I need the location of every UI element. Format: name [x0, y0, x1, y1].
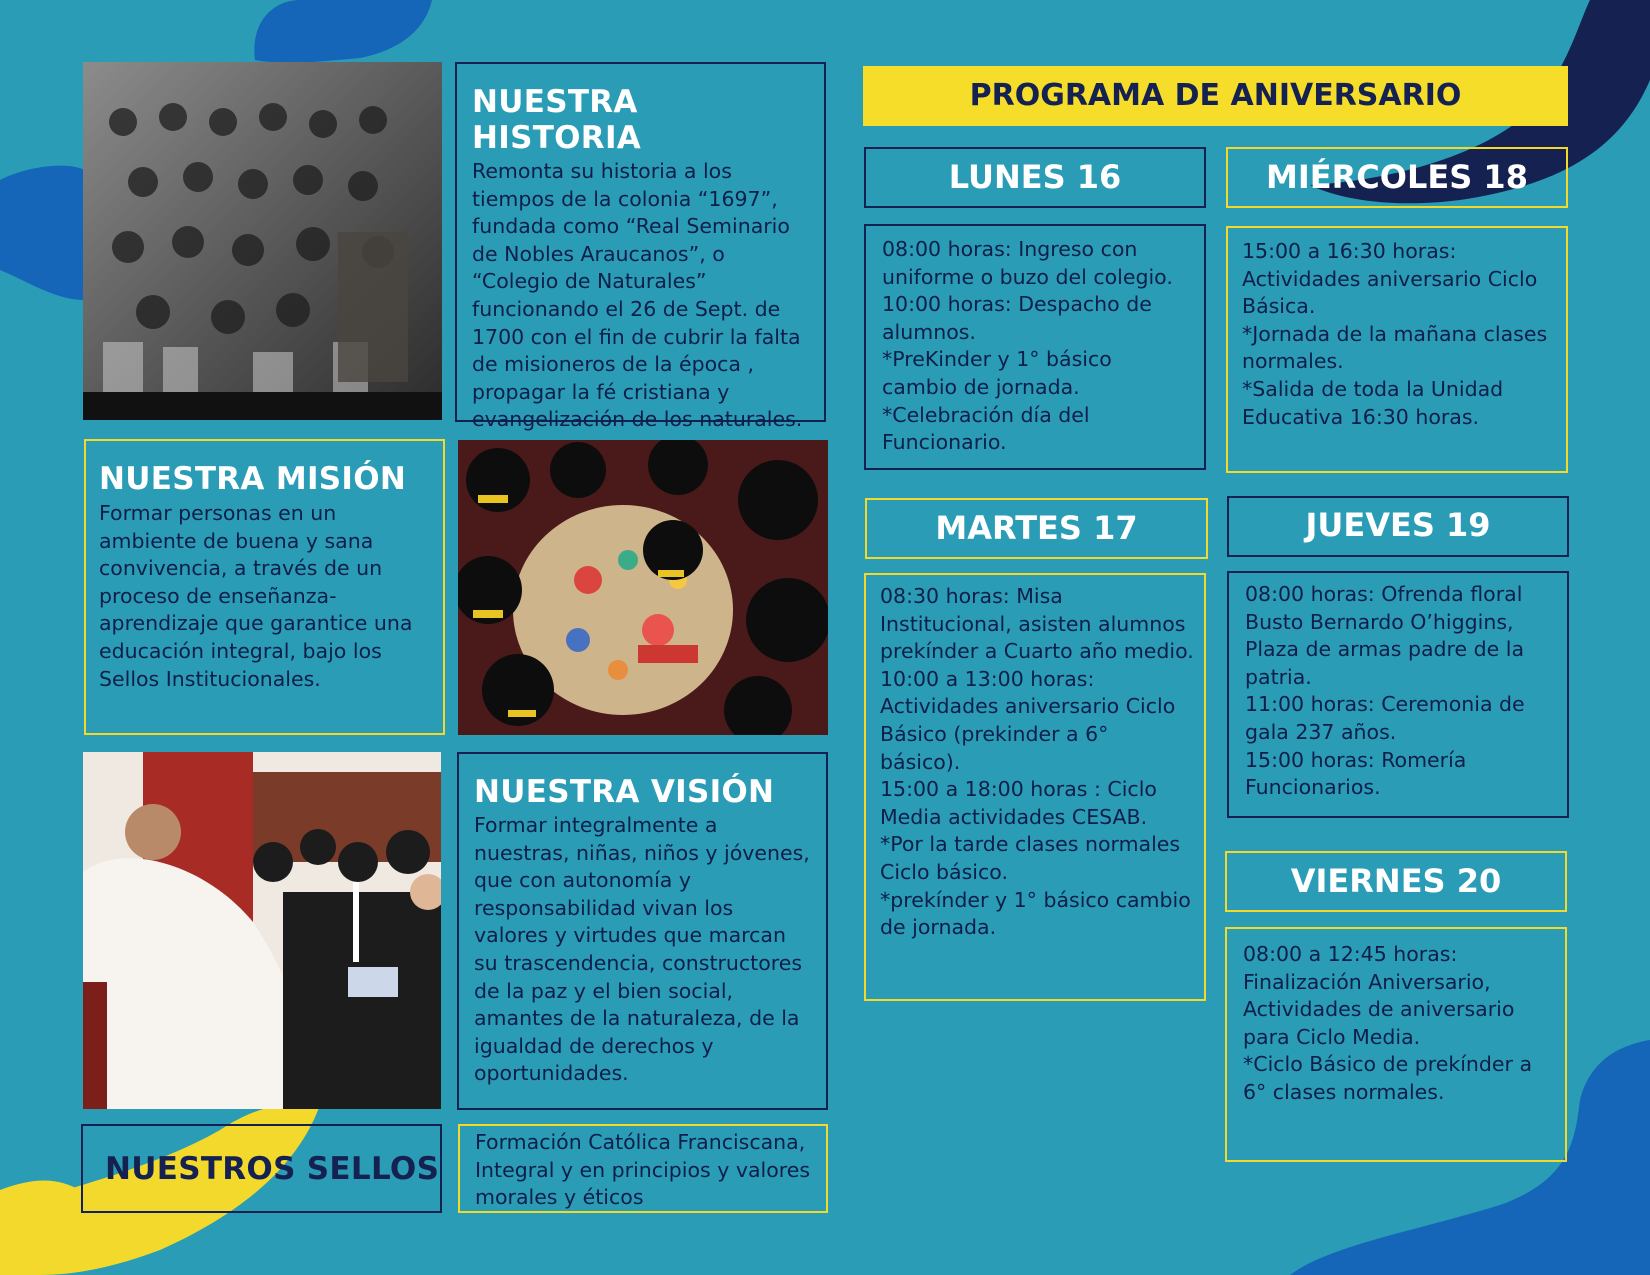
sellos-text: Formación Católica Franciscana, Integral y en principios y valores morales y éticos: [475, 1130, 811, 1210]
vision-title: NUESTRA VISIÓN: [474, 774, 775, 810]
jueves-schedule: [1227, 571, 1569, 818]
lunes-header: [864, 147, 1206, 208]
jueves-header: [1227, 496, 1569, 557]
mision-section: [84, 439, 445, 735]
mision-text: Formar personas en un ambiente de buena y sana convivencia, a través de un proceso de enseñanza-aprendizaje que garantice una educación integral, bajo los Sellos Institucionales.: [99, 501, 413, 691]
mision-title: NUESTRA MISIÓN: [99, 461, 407, 497]
martes-header: [865, 498, 1208, 559]
sellos-title-box: [81, 1124, 442, 1213]
historia-title: NUESTRA HISTORIA: [472, 84, 642, 156]
programa-banner: [863, 66, 1568, 126]
sellos-text-box: [458, 1124, 828, 1213]
viernes-schedule: [1225, 927, 1567, 1162]
historia-text: Remonta su historia a los tiempos de la colonia “1697”, fundada como “Real Seminario de Nobles Araucanos”, o “Colegio de Naturales” funcionando el 26 de Sept. de 1700 con el fin de cubrir la falta de misioneros de la época , propagar la fé cristiana y evangelización de los naturales.: [472, 159, 803, 432]
viernes-header: [1225, 851, 1567, 912]
students-activity-photo: [458, 440, 828, 735]
programa-title: PROGRAMA DE ANIVERSARIO: [969, 78, 1462, 113]
lunes-text: 08:00 horas: Ingreso con uniforme o buzo del colegio. 10:00 horas: Despacho de alumnos. *PreKinder y 1° básico cambio de jornada. *Celebración día del Funcionario.: [882, 237, 1173, 455]
vision-section: [457, 752, 828, 1110]
jueves-text: 08:00 horas: Ofrenda floral Busto Bernardo O’higgins, Plaza de armas padre de la patria. 11:00 horas: Ceremonia de gala 237 años. 15:00 horas: Romería Funcionarios.: [1245, 582, 1525, 800]
viernes-text: 08:00 a 12:45 horas: Finalización Aniversario, Actividades de aniversario para Ciclo Media. *Ciclo Básico de prekínder a 6° clases normales.: [1243, 942, 1533, 1104]
ceremony-photo: [83, 752, 441, 1109]
martes-title: MARTES 17: [935, 509, 1138, 547]
sellos-title: NUESTROS SELLOS: [105, 1151, 440, 1187]
miercoles-schedule: [1226, 226, 1568, 473]
viernes-title: VIERNES 20: [1290, 862, 1502, 900]
miercoles-text: 15:00 a 16:30 horas: Actividades aniversario Ciclo Básica. *Jornada de la mañana clases normales. *Salida de toda la Unidad Educativa 16:30 horas.: [1242, 239, 1548, 429]
miercoles-header: [1226, 147, 1568, 208]
lunes-schedule: [864, 224, 1206, 470]
martes-schedule: [864, 573, 1206, 1001]
vision-text: Formar integralmente a nuestras, niñas, niños y jóvenes, que con autonomía y responsabilidad vivan los valores y virtudes que marcan su trascendencia, constructores de la paz y el bien social, amantes de la naturaleza, de la igualdad de derechos y oportunidades.: [474, 813, 810, 1086]
jueves-title: JUEVES 19: [1305, 506, 1491, 544]
martes-text: 08:30 horas: Misa Institucional, asisten alumnos prekínder a Cuarto año medio. 10:00 a 13:00 horas: Actividades aniversario Ciclo Básico (prekinder a 6° básico). 15:00 a 18:00 horas : Ciclo Media actividades CESAB. *Por la tarde clases normales Ciclo básico. *prekínder y 1° básico cambio de jornada.: [880, 584, 1194, 940]
historic-group-photo: [83, 62, 442, 420]
students-photo-illustration: [458, 440, 828, 735]
ceremony-photo-illustration: [83, 752, 441, 1109]
miercoles-title: MIÉRCOLES 18: [1266, 158, 1528, 196]
lunes-title: LUNES 16: [948, 158, 1122, 196]
historia-section: [455, 62, 826, 432]
historic-photo-illustration: [83, 62, 442, 420]
